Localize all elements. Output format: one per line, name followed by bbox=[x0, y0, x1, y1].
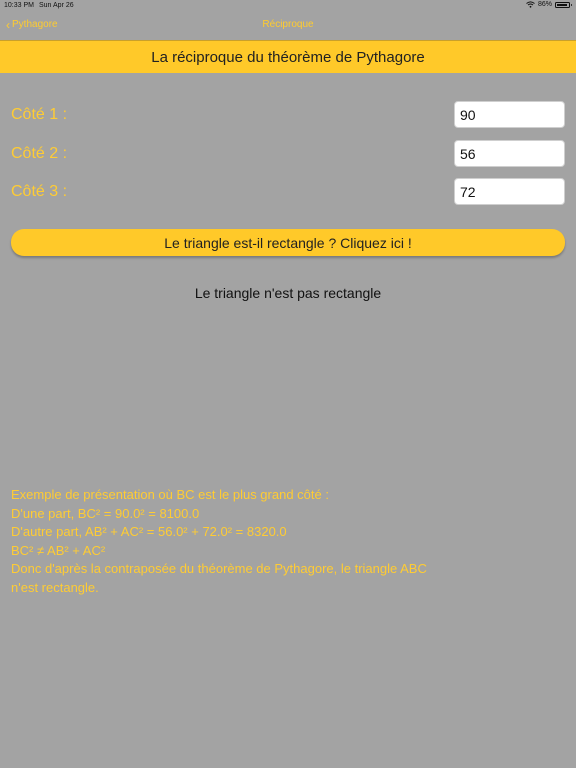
navigation-bar bbox=[0, 12, 576, 40]
explanation-line: Donc d'après la contraposée du théorème de Pythagore, le triangle ABC bbox=[11, 561, 427, 577]
nav-title: Réciproque bbox=[262, 19, 314, 30]
explanation-line: n'est rectangle. bbox=[11, 579, 99, 595]
explanation-line: Exemple de présentation où BC est le plus grand côté : bbox=[11, 487, 329, 502]
explanation-line: D'une part, BC² = 90.0² = 8100.0 bbox=[11, 505, 200, 521]
side-2-input[interactable] bbox=[454, 140, 565, 167]
explanation-line: BC² ≠ AB² + AC² bbox=[11, 542, 106, 558]
side-1-input[interactable] bbox=[454, 101, 565, 128]
side-1-label: Côté 1 : bbox=[11, 106, 68, 123]
result-text: Le triangle n'est pas rectangle bbox=[194, 285, 382, 301]
side-3-input[interactable] bbox=[454, 178, 565, 205]
side-1-row bbox=[11, 101, 565, 129]
side-2-label: Côté 2 : bbox=[11, 145, 68, 162]
status-date: Sun Apr 26 bbox=[39, 2, 74, 9]
wifi-icon bbox=[526, 1, 535, 8]
status-bar bbox=[0, 0, 576, 12]
battery-percent: 86% bbox=[537, 1, 552, 8]
explanation-line: D'autre part, AB² + AC² = 56.0² + 72.0² = 8320.0 bbox=[11, 524, 287, 540]
status-time: 10:33 PM bbox=[4, 2, 34, 9]
page-title: La réciproque du théorème de Pythagore bbox=[0, 40, 576, 73]
side-3-row bbox=[11, 178, 565, 206]
check-right-triangle-button[interactable]: Le triangle est-il rectangle ? Cliquez ici ! bbox=[11, 229, 565, 256]
chevron-left-icon: ‹ bbox=[6, 17, 10, 32]
battery-icon bbox=[555, 2, 570, 8]
status-indicators bbox=[526, 1, 570, 8]
back-button-label: Pythagore bbox=[12, 19, 58, 30]
side-2-row bbox=[11, 140, 565, 168]
explanation-text bbox=[11, 486, 566, 598]
side-3-label: Côté 3 : bbox=[11, 183, 68, 200]
